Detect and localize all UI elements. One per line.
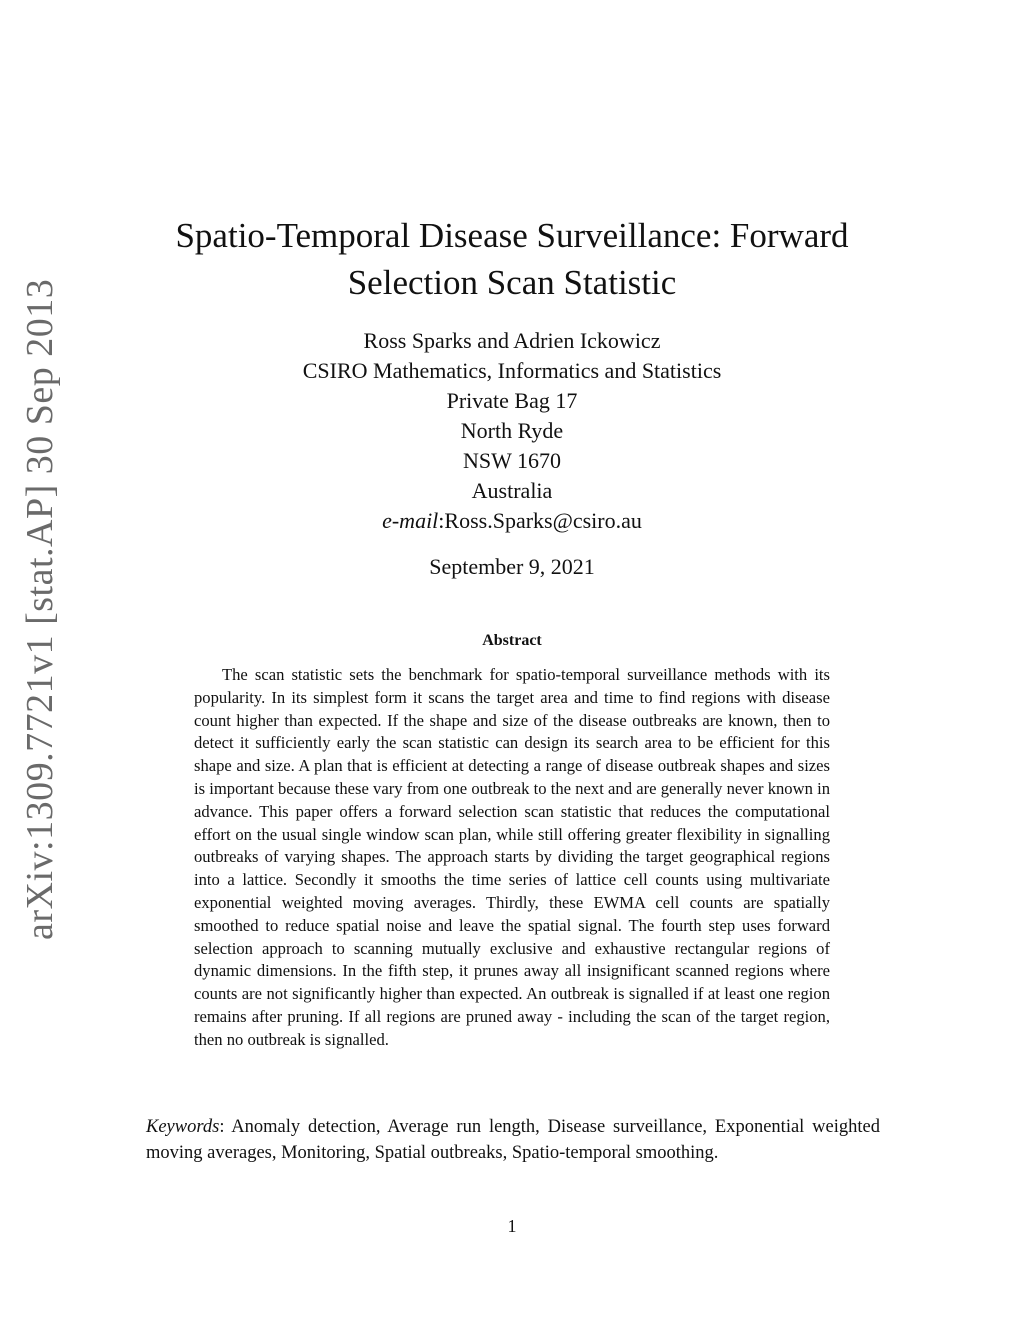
paper-date: September 9, 2021 — [429, 554, 595, 579]
address-line-1: Private Bag 17 — [446, 388, 578, 413]
organization: CSIRO Mathematics, Informatics and Statistics — [302, 358, 722, 383]
authors: Ross Sparks and Adrien Ickowicz — [363, 328, 661, 353]
abstract-heading: Abstract — [482, 632, 542, 649]
arxiv-identifier-stamp: arXiv:1309.7721v1 [stat.AP] 30 Sep 2013 — [19, 278, 61, 940]
title-line-2: Selection Scan Statistic — [347, 263, 677, 302]
author-affiliation-block — [160, 326, 864, 536]
email-address: :Ross.Sparks@csiro.au — [438, 508, 642, 533]
title-line-1: Spatio-Temporal Disease Surveillance: Forward — [175, 216, 849, 255]
abstract-body: The scan statistic sets the benchmark for spatio-temporal surveillance methods with its popularity. In its simplest form it scans the target area and time to find regions with disease count higher than expected. If the shape and size of the disease outbreaks are known, then to detect it sufficiently early the scan statistic can design its search area to be efficient for this shape and size. A plan that is efficient at detecting a range of disease outbreak shapes and sizes is important because these vary from one outbreak to the next and are generally never known in advance. This paper offers a forward selection scan statistic that reduces the computational effort on the usual single window scan plan, while still offering greater flexibility in signalling outbreaks of varying shapes. The approach starts by dividing the target geographical regions into a lattice. Secondly it smooths the time series of lattice cell counts using multivariate exponential weighted moving averages. Thirdly, these EWMA cell counts are spatially smoothed to reduce spatial noise and leave the spatial signal. The fourth step uses forward selection approach to scanning mutually exclusive and exhaustive rectangular regions of dynamic dimensions. In the fifth step, it prunes away all insignificant scanned regions where counts are not significantly higher than expected. An outbreak is signalled if at least one region remains after pruning. If all regions are pruned away - including the scan of the target region, then no outbreak is signalled. — [194, 665, 830, 1049]
keywords — [146, 1114, 880, 1166]
address-line-3: NSW 1670 — [463, 448, 561, 473]
keywords-label: Keywords — [146, 1117, 220, 1137]
address-line-2: North Ryde — [460, 418, 564, 443]
paper-title — [120, 212, 904, 306]
keywords-list: : Anomaly detection, Average run length, Disease surveillance, Exponential weighted moving averages, Monitoring, Spatial outbreaks, Spatio-temporal smoothing. — [146, 1117, 880, 1163]
email-line — [160, 506, 864, 536]
page-number: 1 — [507, 1216, 517, 1236]
country: Australia — [471, 478, 553, 503]
email-label: e-mail — [382, 508, 439, 533]
